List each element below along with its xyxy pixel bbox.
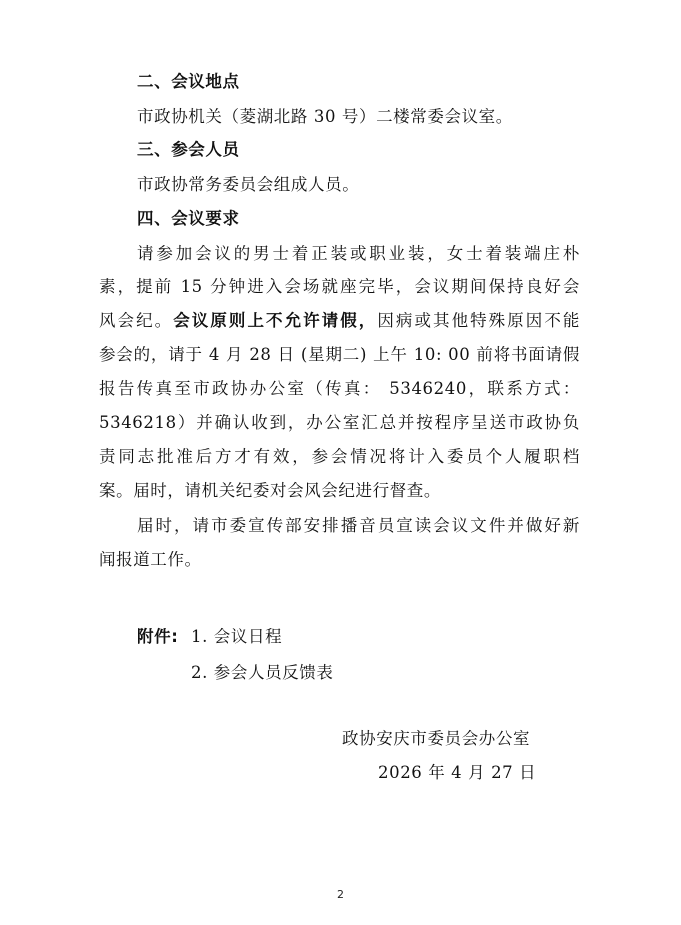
attachments-block <box>137 626 178 648</box>
requirements-line-6: 5346218）并确认收到，办公室汇总并按程序呈送市政协负 <box>99 413 580 432</box>
requirements-line-1: 请参加会议的男士着正装或职业装，女士着装端庄朴 <box>137 244 580 263</box>
attachment-item-1: 1. 会议日程 <box>191 627 283 646</box>
section-heading-meeting-location: 二、会议地点 <box>137 72 240 91</box>
requirements-line-8: 案。届时，请机关纪委对会风会纪进行督查。 <box>99 481 441 500</box>
section-heading-attendees: 三、参会人员 <box>137 140 240 159</box>
attendees-text: 市政协常务委员会组成人员。 <box>137 175 360 194</box>
news-line-1: 届时，请市委宣传部安排播音员宣读会议文件并做好新 <box>137 516 580 535</box>
issue-date: 2026 年 4 月 27 日 <box>378 763 537 782</box>
page-number: 2 <box>337 888 344 901</box>
no-leave-emphasis: 会议原则上不允许请假， <box>173 311 378 330</box>
requirements-line-3 <box>99 310 580 332</box>
requirements-line-4: 参会的，请于 4 月 28 日 (星期二) 上午 10: 00 前将书面请假 <box>99 345 580 364</box>
section-heading-requirements: 四、会议要求 <box>137 209 240 228</box>
attachments-label: 附件: <box>137 627 179 646</box>
requirements-line-3-end: 因病或其他特殊原因不能 <box>377 311 580 330</box>
requirements-line-2: 素，提前 15 分钟进入会场就座完毕，会议期间保持良好会 <box>99 277 580 296</box>
requirements-line-3-start: 风会纪。 <box>99 311 174 330</box>
requirements-line-7: 责同志批准后方才有效，参会情况将计入委员个人履职档 <box>99 447 580 466</box>
issuing-organization: 政协安庆市委员会办公室 <box>342 729 531 748</box>
attachment-item-2: 2. 参会人员反馈表 <box>191 663 334 682</box>
meeting-location-text: 市政协机关（菱湖北路 30 号）二楼常委会议室。 <box>137 107 513 126</box>
requirements-line-5: 报告传真至市政协办公室（传真： 5346240，联系方式： <box>99 379 580 398</box>
news-line-2: 闻报道工作。 <box>99 550 202 569</box>
